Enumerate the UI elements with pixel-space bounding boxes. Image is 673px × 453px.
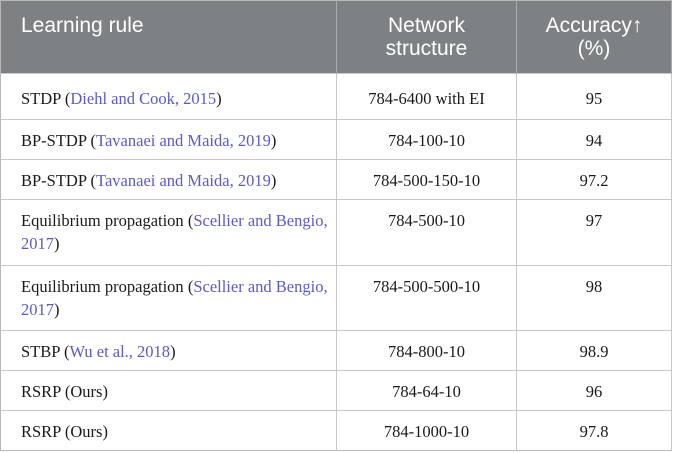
cell-accuracy: 95 — [517, 74, 672, 120]
table-row — [1, 371, 672, 411]
cell-accuracy: 94 — [517, 120, 672, 160]
rule-name: STDP — [21, 89, 61, 108]
header-line: Accuracy↑ — [545, 14, 643, 37]
header-line: structure — [385, 37, 468, 60]
rule-name: Equilibrium propagation — [21, 276, 184, 296]
citation-link[interactable]: Diehl and Cook, 2015 — [70, 89, 217, 108]
rule-name: BP-STDP — [21, 131, 87, 151]
table-row — [1, 265, 672, 331]
rule-name: Equilibrium propagation — [21, 211, 184, 230]
cell-network-structure: 784-1000-10 — [337, 411, 517, 451]
cell-network-structure: 784-500-500-10 — [337, 265, 517, 331]
header-accuracy — [517, 1, 672, 74]
rule-name: STBP — [21, 342, 60, 362]
cell-accuracy: 97.8 — [517, 411, 672, 451]
header-network-structure — [337, 1, 517, 74]
cell-accuracy: 97.2 — [517, 160, 672, 200]
cell-learning-rule — [1, 411, 337, 451]
cell-learning-rule: Equilibrium propagation (Scellier and Bengio, 2017) — [1, 265, 337, 331]
cell-learning-rule: STBP (Wu et al., 2018) — [1, 331, 337, 371]
table-row — [1, 331, 672, 371]
table-row — [1, 200, 672, 266]
cell-accuracy: 98.9 — [517, 331, 672, 371]
citation-link[interactable]: Tavanaei and Maida, 2019 — [96, 171, 271, 191]
citation-link[interactable]: Wu et al., 2018 — [69, 342, 171, 362]
cell-learning-rule — [1, 371, 337, 411]
rule-name: RSRP (Ours) — [21, 382, 108, 402]
citation-link[interactable]: Tavanaei and Maida, 2019 — [96, 131, 271, 151]
cell-accuracy: 96 — [517, 371, 672, 411]
citation-link[interactable]: Scellier and Bengio, 2017 — [21, 211, 328, 253]
cell-network-structure: 784-500-10 — [337, 200, 517, 266]
table-row — [1, 74, 672, 120]
cell-learning-rule: BP-STDP (Tavanaei and Maida, 2019) — [1, 160, 337, 200]
header-row — [1, 1, 672, 74]
cell-network-structure: 784-64-10 — [337, 371, 517, 411]
cell-network-structure: 784-800-10 — [337, 331, 517, 371]
table-body — [1, 74, 672, 451]
table-row — [1, 120, 672, 160]
table-row — [1, 160, 672, 200]
header-line: Network — [387, 14, 466, 37]
rule-name: RSRP (Ours) — [21, 422, 108, 442]
table-row — [1, 411, 672, 451]
cell-network-structure: 784-100-10 — [337, 120, 517, 160]
cell-network-structure: 784-6400 with EI — [337, 74, 517, 120]
header-learning-rule: Learning rule — [1, 1, 337, 74]
header-line: (%) — [577, 37, 611, 60]
cell-network-structure: 784-500-150-10 — [337, 160, 517, 200]
rule-name: BP-STDP — [21, 171, 87, 191]
cell-accuracy: 98 — [517, 265, 672, 331]
cell-learning-rule: BP-STDP (Tavanaei and Maida, 2019) — [1, 120, 337, 160]
cell-learning-rule: Equilibrium propagation (Scellier and Bengio, 2017) — [1, 200, 337, 266]
cell-learning-rule: STDP (Diehl and Cook, 2015) — [1, 74, 337, 120]
citation-link[interactable]: Scellier and Bengio, 2017 — [21, 276, 328, 319]
cell-accuracy: 97 — [517, 200, 672, 266]
